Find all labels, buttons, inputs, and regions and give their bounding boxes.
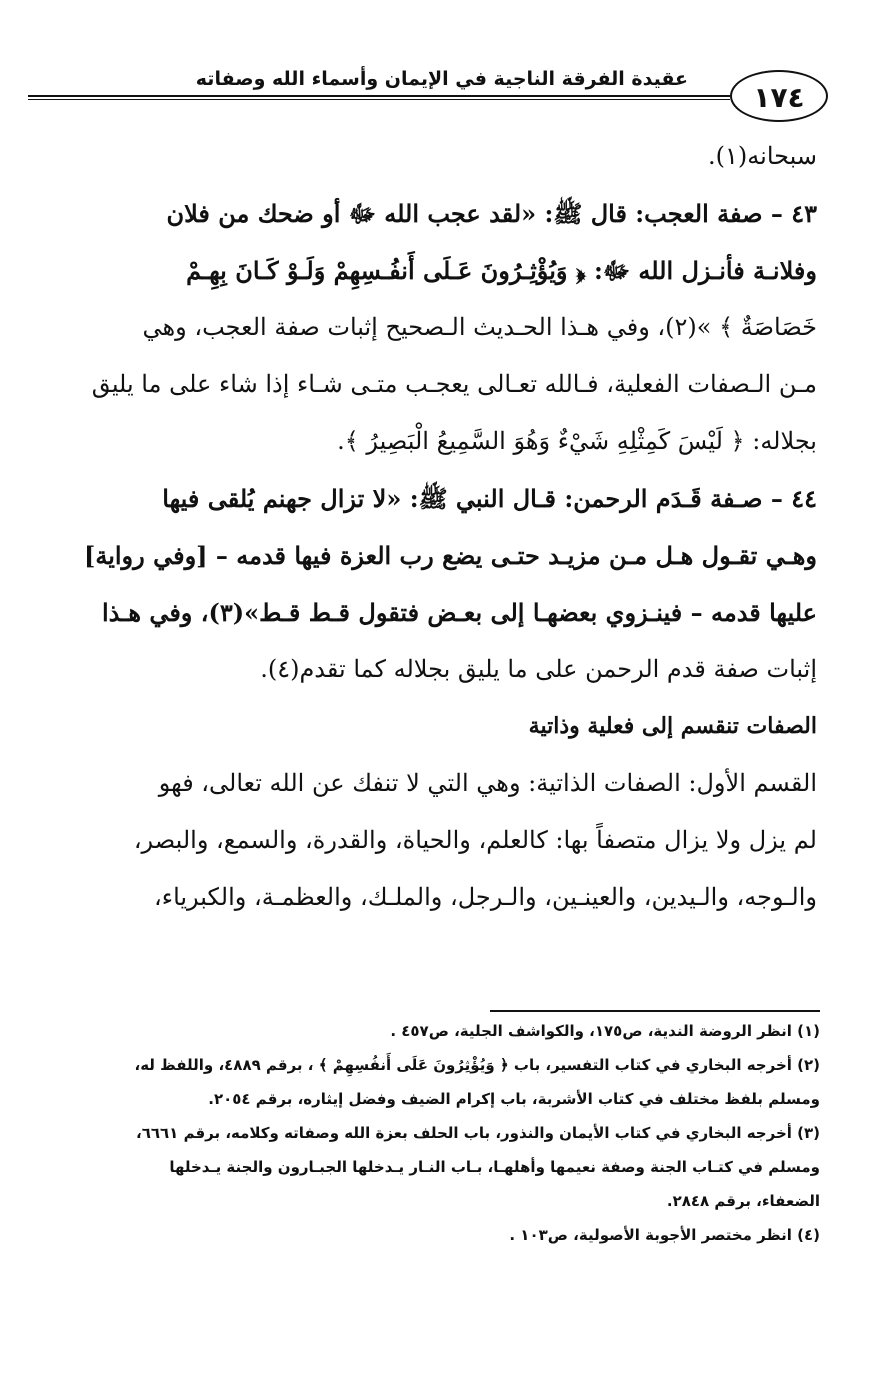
footnote-4: (٤) انظر مختصر الأجوبة الأصولية، ص١٠٣ . xyxy=(509,1226,820,1244)
text-line: خَصَاصَةٌ ﴾ »(٢)، وفي هـذا الحـديث الـصحيح إثبات صفة العجب، وهي xyxy=(142,313,817,341)
text-line: ٤٣ – صفة العجب: قال ﷺ: «لقد عجب الله ﷻ أو ضحك من فلان xyxy=(166,199,817,228)
text-line: إثبات صفة قدم الرحمن على ما يليق بجلاله كما تقدم(٤). xyxy=(260,655,817,683)
footnotes xyxy=(40,1010,820,1252)
running-title: عقيدة الفرقة الناجية في الإيمان وأسماء الله وصفاته xyxy=(195,68,688,90)
footnote-3-cont: ومسلم في كتـاب الجنة وصفة نعيمها وأهلهـا، بـاب النـار يـدخلها الجبـارون والجنة يـدخلها xyxy=(169,1158,820,1176)
text-line: لم يزل ولا يزال متصفاً بها: كالعلم، والحياة، والقدرة، والسمع، والبصر، xyxy=(133,826,817,854)
text-line: القسم الأول: الصفات الذاتية: وهي التي لا تنفك عن الله تعالى، فهو xyxy=(158,769,817,797)
footnote-2-cont: ومسلم بلفظ مختلف في كتاب الأشربة، باب إكرام الضيف وفضل إيثاره، برقم ٢٠٥٤. xyxy=(208,1090,820,1108)
text-line: ٤٤ – صـفة قَـدَم الرحمن: قـال النبي ﷺ: «لا تزال جهنم يُلقى فيها xyxy=(162,484,817,513)
footnote-1: (١) انظر الروضة الندية، ص١٧٥، والكواشف الجلية، ص٤٥٧ . xyxy=(390,1022,820,1040)
header-rule xyxy=(28,95,730,97)
page-header xyxy=(28,60,828,130)
text-line: وفلانـة فأنـزل الله ﷻ: ﴿ وَيُؤْثِـرُونَ عَـلَى أَنفُـسِهِمْ وَلَـوْ كَـانَ بِهِـمْ xyxy=(186,256,817,285)
header-rule-thin xyxy=(28,99,730,100)
footnote-rule xyxy=(490,1010,820,1012)
text-line: وهـي تقـول هـل مـن مزيـد حتـى يضع رب العزة فيها قدمه – [وفي رواية] xyxy=(83,541,817,570)
main-text xyxy=(45,128,817,926)
text-line: بجلاله: ﴿ لَيْسَ كَمِثْلِهِ شَيْءٌ وَهُوَ السَّمِيعُ الْبَصِيرُ ﴾. xyxy=(337,427,817,455)
text-line: سبحانه(١). xyxy=(708,142,817,170)
footnote-2: (٢) أخرجه البخاري في كتاب التفسير، باب ﴿ وَيُؤْثِرُونَ عَلَى أَنفُسِهِمْ ﴾ ، برقم ٤٨٨٩، واللفظ له، xyxy=(134,1056,820,1074)
footnote-3: (٣) أخرجه البخاري في كتاب الأيمان والنذور، باب الحلف بعزة الله وصفاته وكلامه، برقم ٦٦٦١، xyxy=(136,1124,820,1142)
section-heading: الصفات تنقسم إلى فعلية وذاتية xyxy=(528,713,817,739)
footnote-3-cont: الضعفاء، برقم ٢٨٤٨. xyxy=(666,1192,820,1210)
text-line: عليها قدمه – فينـزوي بعضهـا إلى بعـض فتقول قـط قـط»(٣)، وفي هـذا xyxy=(102,598,817,627)
text-line: والـوجه، والـيدين، والعينـين، والـرجل، والملـك، والعظمـة، والكبرياء، xyxy=(154,883,817,911)
page-number: ١٧٤ xyxy=(730,70,828,122)
text-line: مـن الـصفات الفعلية، فـالله تعـالى يعجـب متـى شـاء إذا شاء على ما يليق xyxy=(91,370,817,398)
